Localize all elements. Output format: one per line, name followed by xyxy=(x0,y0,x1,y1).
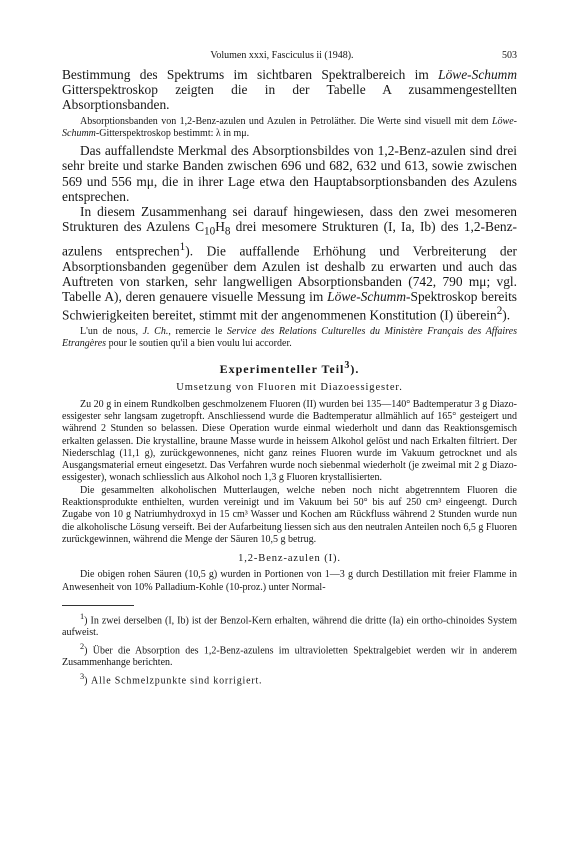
section-heading-experimental: Experimenteller Teil$^3$). xyxy=(219,359,360,376)
experimental-paragraph-2: Die gesammelten alkoholischen Mutterlaugen, welche neben noch nicht abgetrenntem Fluoren die Reaktionsprodukte enthielten, wurden vereinigt und im Vakuum bei 50° bis auf 250 cm³ eingeengt. Durch Zugabe von 10 g Natriumhydroxyd in 15 cm³ Wasser und Kochen am Rückfluss während 2 Stunden wurde nun die alkoholische Lösung verseift. Bei der Aufarbeitung liessen sich aus den neutralen Anteilen noch 6,5 g Fluoren zurückgewinnen, während die Menge der Säuren 10,5 g betrug. xyxy=(62,484,517,545)
running-header xyxy=(62,50,517,61)
subheading-benz-azulene: 1,2-Benz-azulen (I). xyxy=(238,553,341,565)
table-caption: Absorptionsbanden von 1,2-Benz-azulen und Azulen in Petroläther. Die Werte sind visuell mit dem Löwe-Schumm-Gitterspektroskop bestimmt: λ in mμ. xyxy=(62,115,517,139)
footnote-ref-2: 2 xyxy=(496,305,503,318)
footnote-ref-1: 1 xyxy=(179,241,186,254)
journal-page xyxy=(62,50,517,688)
paragraph-absorption-features: Das auffallendste Merkmal des Absorptionsbildes von 1,2-Benz-azulen sind drei sehr breite und starke Banden zwischen 696 und 682, 632 und 613, sowie zwischen 569 und 556 mμ, die in ihrer Lage etwa den Hauptabsorptionsbanden des Azulens entsprechen. xyxy=(62,143,517,204)
footnote-ref-3: 3 xyxy=(344,359,351,371)
acknowledgement: L'un de nous, J. Ch., remercie le Service des Relations Culturelles du Ministère Français des Affaires Etrangères pour le soutien qu'il a bien voulu lui accorder. xyxy=(62,326,517,350)
header-title: Volumen xxxi, Fasciculus ii (1948). xyxy=(210,50,354,61)
formula-azulene: $C_{10}H_8$ xyxy=(195,219,231,238)
subheading-fluorene-reaction: Umsetzung von Fluoren mit Diazoessigester. xyxy=(176,381,403,393)
experimental-paragraph-1: Zu 20 g in einem Rundkolben geschmolzenem Fluoren (II) wurden bei 135—140° Badtemperatur 3 g Diazo-essigester sehr langsam zugetropft. Anschliessend wurde die Badtemperatur allmählich auf 165° gesteigert und während 2 Stunden so belassen. Diese Operation wurde einmal wiederholt und dann das Reaktionsgemisch erkalten gelassen. Die krystalline, braune Masse wurde in heissem Alkohol gelöst und nach Erkalten filtriert. Der Niederschlag (11,1 g), zurückgewonnenes, nicht ganz reines Fluoren wurde im Vakuum getrocknet und als Ausgangsmaterial erneut eingesetzt. Das Verfahren wurde noch siebenmal wiederholt (je zweimal mit 2 g Diazo-essigester), wonach schliesslich aus Alkohol noch 1,3 g Fluoren krystallisierten. xyxy=(62,398,517,484)
experimental-paragraph-3: Die obigen rohen Säuren (10,5 g) wurden in Portionen von 1—3 g durch Destillation mit freier Flamme in Anwesenheit von 10% Palladium-Kohle (10-proz.) unter Normal- xyxy=(62,569,517,593)
page-number: 503 xyxy=(502,50,517,61)
footnote-3: $^3$) Alle Schmelzpunkte sind korrigiert. xyxy=(80,671,263,686)
paragraph-mesomeric-structures: In diesem Zusammenhang sei darauf hingewiesen, dass den zwei mesomeren Strukturen des Azulens $C_{10}H_8$ drei mesomere Strukturen (I, Ia, Ib) des 1,2-Benz-azulens entsprechen$^1$). Die auffallende Erhöhung und Verbreiterung der Absorptionsbanden gegenüber dem Azulen ist deshalb zu erwarten und auch das Auftreten von starken, sehr langwelligen Absorptionsbanden (742, 790 mμ; vgl. Tabelle A), deren genauere visuelle Messung im Löwe-Schumm-Spektroskop bereits Schwierigkeiten bereitet, stimmt mit der angenommenen Konstitution (I) überein$^2$). xyxy=(62,204,517,323)
footnote-2: $^2$) Über die Absorption des 1,2-Benz-azulens im ultravioletten Spektralgebiet werden wir in anderem Zusammenhange berichten. xyxy=(62,641,517,669)
footnote-1: $^1$) In zwei derselben (I, Ib) ist der Benzol-Kern erhalten, während die dritte (Ia) ein ortho-chinoides System aufweist. xyxy=(62,611,517,639)
footnote-divider xyxy=(62,605,134,606)
intro-paragraph: Bestimmung des Spektrums im sichtbaren Spektralbereich im Löwe-Schumm Gitterspektroskop zeigten die in der Tabelle A zusammengestellten Absorptionsbanden. xyxy=(62,67,517,113)
